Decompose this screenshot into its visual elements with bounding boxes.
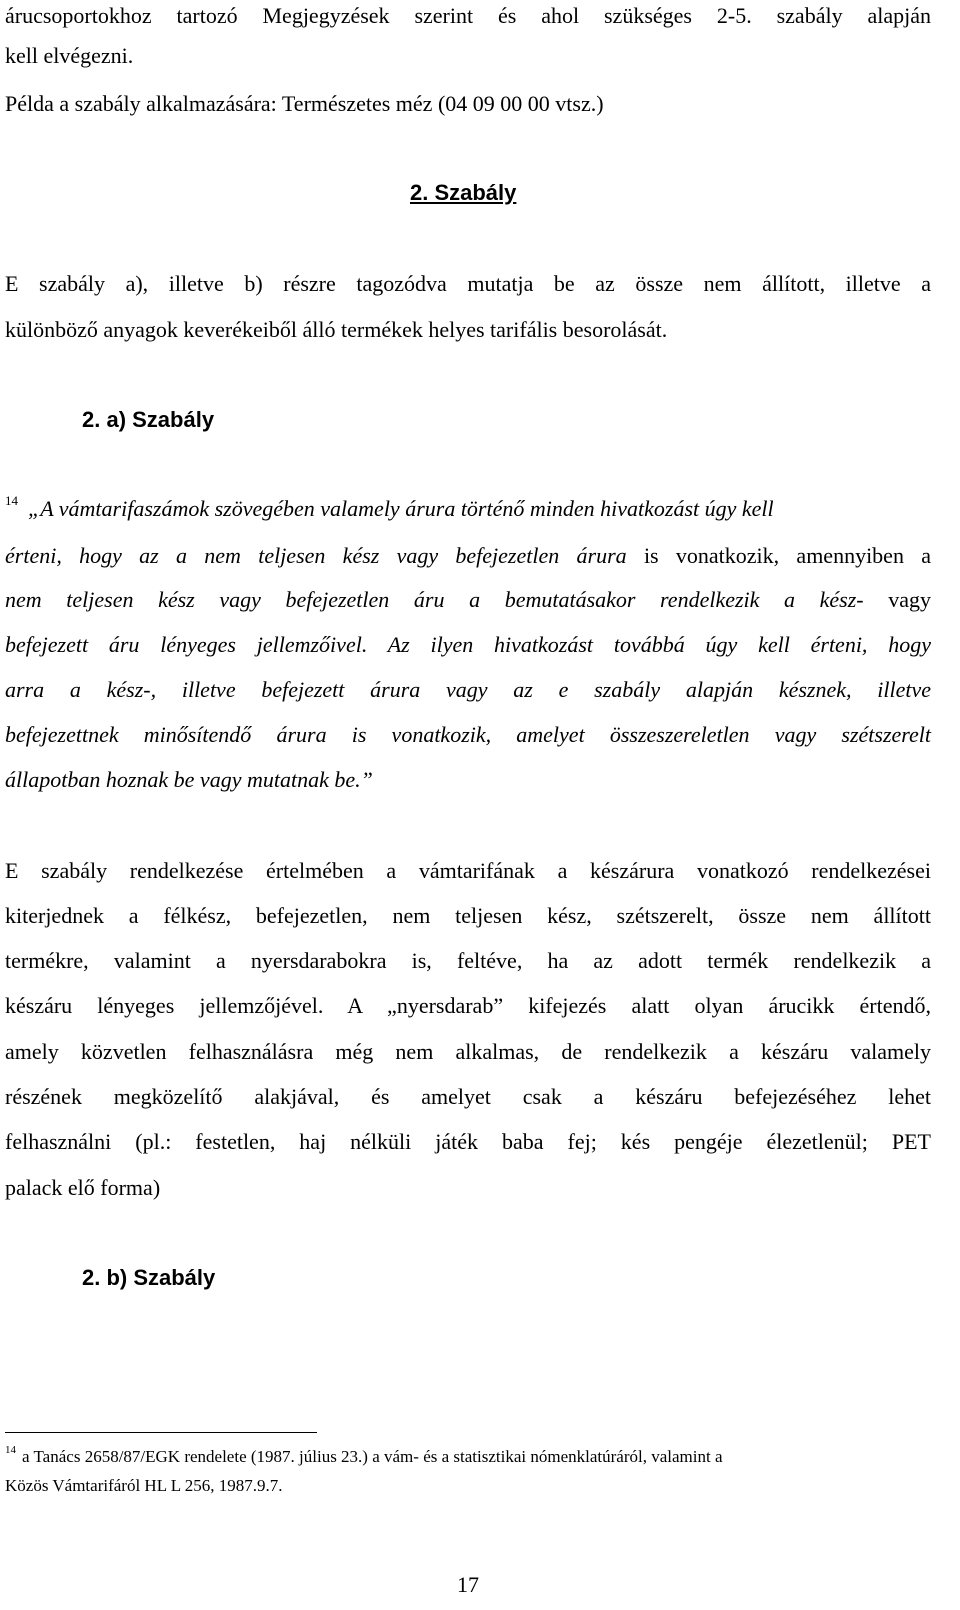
- footnote-divider: [5, 1432, 317, 1433]
- explanation-line-1: E szabály rendelkezése értelmében a vámtarifának a készárura vonatkozó rendelkezései: [5, 858, 931, 883]
- intro-example-line: Példa a szabály alkalmazására: Természetes méz (04 09 00 00 vtsz.): [5, 91, 604, 116]
- quote-line-4: befejezett áru lényeges jellemzőivel. Az ilyen hivatkozást továbbá úgy kell érteni, hogy: [5, 632, 931, 657]
- rule-2b-heading: 2. b) Szabály: [82, 1265, 216, 1290]
- footnote-reference: 14: [5, 493, 18, 508]
- explanation-line-5: amely közvetlen felhasználásra még nem alkalmas, de rendelkezik a készáru valamely: [5, 1039, 931, 1064]
- footnote-number: 14: [5, 1444, 16, 1456]
- intro-line-2: kell elvégezni.: [5, 43, 134, 68]
- explanation-line-4: készáru lényeges jellemzőjével. A „nyersdarab” kifejezés alatt olyan árucikk értendő,: [5, 993, 931, 1018]
- quote-line-2: [5, 543, 931, 569]
- quote-text-2-normal: is vonatkozik, amennyiben a: [626, 543, 931, 568]
- quote-line-6: befejezettnek minősítendő árura is vonatkozik, amelyet összeszereletlen vagy szétszerelt: [5, 722, 931, 747]
- rule-2a-heading: 2. a) Szabály: [82, 407, 215, 432]
- explanation-line-6: részének megközelítő alakjával, és amelyet csak a készáru befejezéséhez lehet: [5, 1084, 931, 1109]
- page-number: 17: [457, 1572, 479, 1597]
- quote-line-3: [5, 587, 931, 613]
- explanation-line-7: felhasználni (pl.: festetlen, haj nélküli játék baba fej; kés pengéje élezetlenül; PET: [5, 1129, 931, 1154]
- quote-text-3-italic: nem teljesen kész vagy befejezetlen áru a bemutatásakor rendelkezik a kész-: [5, 587, 864, 612]
- quote-line-7: állapotban hoznak be vagy mutatnak be.”: [5, 767, 373, 792]
- rule-2-para-line-2: különböző anyagok keverékeiből álló termékek helyes tarifális besorolását.: [5, 317, 668, 342]
- quote-text-1: „A vámtarifaszámok szövegében valamely árura történő minden hivatkozást úgy kell: [28, 496, 774, 521]
- quote-text-2-italic: érteni, hogy az a nem teljesen kész vagy befejezetlen árura: [5, 543, 627, 568]
- quote-line-5: arra a kész-, illetve befejezett árura vagy az e szabály alapján késznek, illetve: [5, 677, 931, 702]
- explanation-line-2: kiterjednek a félkész, befejezetlen, nem teljesen kész, szétszerelt, össze nem állított: [5, 903, 931, 928]
- footnote-text-1: a Tanács 2658/87/EGK rendelete (1987. július 23.) a vám- és a statisztikai nómenklatúráról, valamint a: [22, 1447, 723, 1466]
- rule-2-para-line-1: E szabály a), illetve b) részre tagozódva mutatja be az össze nem állított, illetve a: [5, 271, 931, 296]
- explanation-line-3: termékre, valamint a nyersdarabokra is, feltéve, ha az adott termék rendelkezik a: [5, 948, 931, 973]
- intro-line-1: árucsoportokhoz tartozó Megjegyzések szerint és ahol szükséges 2-5. szabály alapján: [5, 3, 931, 28]
- quote-line-1: [5, 493, 774, 522]
- footnote-line-1: [5, 1446, 723, 1468]
- footnote-line-2: Közös Vámtarifáról HL L 256, 1987.9.7.: [5, 1476, 283, 1495]
- rule-2-heading: 2. Szabály: [410, 180, 517, 205]
- explanation-line-8: palack elő forma): [5, 1175, 161, 1200]
- quote-text-3-normal: vagy: [863, 587, 931, 612]
